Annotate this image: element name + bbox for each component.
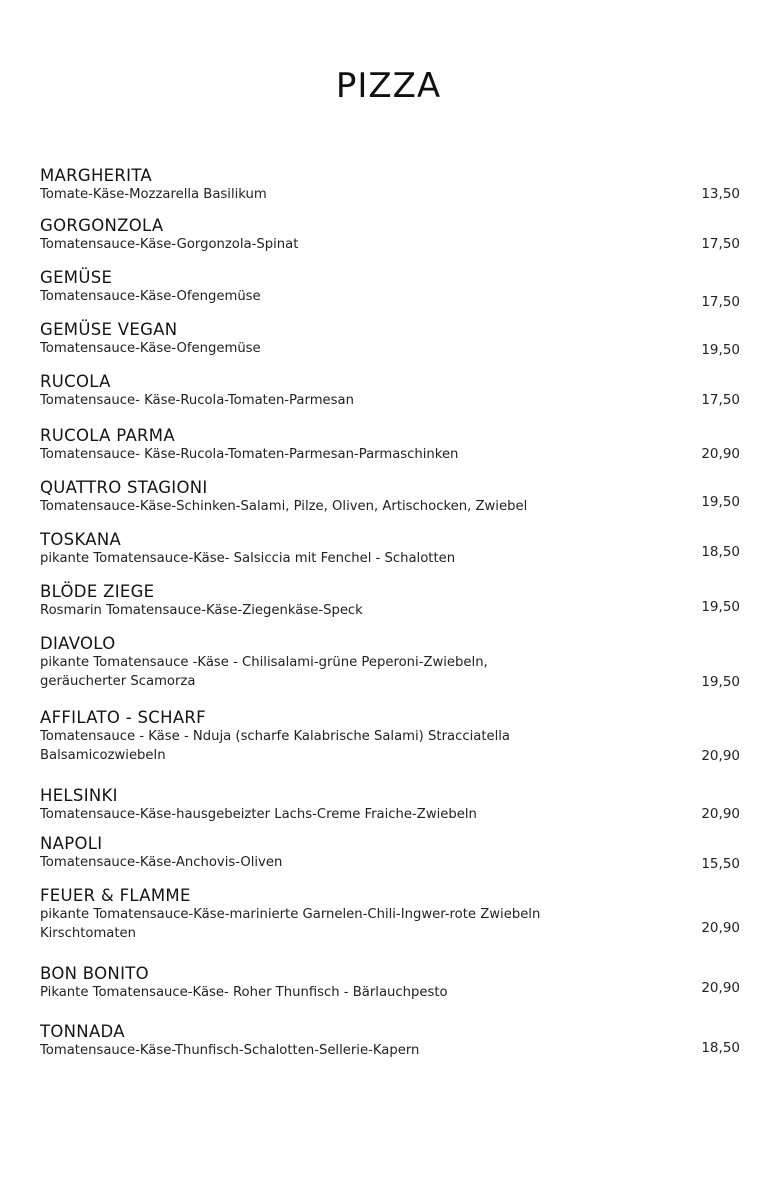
- item-price: 18,50: [701, 544, 740, 560]
- item-name: BLÖDE ZIEGE: [40, 582, 155, 601]
- item-name: GEMÜSE VEGAN: [40, 320, 178, 339]
- item-price: 17,50: [701, 236, 740, 252]
- item-name: GORGONZOLA: [40, 216, 164, 235]
- item-name: GEMÜSE: [40, 268, 113, 287]
- item-price: 15,50: [701, 856, 740, 872]
- menu-item: [40, 634, 740, 691]
- item-price: 20,90: [701, 980, 740, 996]
- item-name: RUCOLA PARMA: [40, 426, 175, 445]
- item-description: Balsamicozwiebeln: [40, 748, 166, 763]
- item-description: Tomatensauce- Käse-Rucola-Tomaten-Parmesan-Parmaschinken: [40, 447, 459, 462]
- item-description: Pikante Tomatensauce-Käse- Roher Thunfisch - Bärlauchpesto: [40, 985, 448, 1000]
- item-price: 17,50: [701, 294, 740, 310]
- item-description: Tomate-Käse-Mozzarella Basilikum: [40, 187, 267, 202]
- menu-item: [40, 964, 740, 1002]
- item-name: QUATTRO STAGIONI: [40, 478, 208, 497]
- item-description: Tomatensauce-Käse-hausgebeizter Lachs-Creme Fraiche-Zwiebeln: [40, 807, 477, 822]
- item-price: 13,50: [701, 186, 740, 202]
- menu-item: [40, 216, 740, 254]
- menu-item: [40, 426, 740, 464]
- item-name: HELSINKI: [40, 786, 118, 805]
- item-description: pikante Tomatensauce-Käse-marinierte Garnelen-Chili-Ingwer-rote Zwiebeln: [40, 907, 541, 922]
- item-description: geräucherter Scamorza: [40, 674, 196, 689]
- item-description: pikante Tomatensauce -Käse - Chilisalami-grüne Peperoni-Zwiebeln,: [40, 655, 488, 670]
- item-price: 20,90: [701, 920, 740, 936]
- item-price: 20,90: [701, 748, 740, 764]
- item-description: Tomatensauce-Käse-Gorgonzola-Spinat: [40, 237, 299, 252]
- item-name: AFFILATO - SCHARF: [40, 708, 206, 727]
- menu-item: [40, 582, 740, 620]
- item-price: 19,50: [701, 342, 740, 358]
- menu-item: [40, 268, 740, 310]
- menu-item: [40, 478, 740, 516]
- menu-item: [40, 834, 740, 872]
- item-description: Tomatensauce - Käse - Nduja (scharfe Kalabrische Salami) Stracciatella: [40, 729, 511, 744]
- item-name: TONNADA: [40, 1022, 125, 1041]
- item-description: pikante Tomatensauce-Käse- Salsiccia mit Fenchel - Schalotten: [40, 551, 456, 566]
- item-name: MARGHERITA: [40, 166, 153, 185]
- menu-item: [40, 886, 740, 943]
- menu-item: [40, 786, 740, 824]
- menu-item: [40, 166, 740, 204]
- item-price: 19,50: [701, 674, 740, 690]
- item-description: Tomatensauce-Käse-Ofengemüse: [40, 289, 261, 304]
- item-name: RUCOLA: [40, 372, 111, 391]
- item-description: Kirschtomaten: [40, 926, 137, 941]
- item-description: Tomatensauce-Käse-Schinken-Salami, Pilze, Oliven, Artischocken, Zwiebel: [40, 499, 528, 514]
- item-description: Tomatensauce-Käse-Anchovis-Oliven: [40, 855, 283, 870]
- item-price: 17,50: [701, 392, 740, 408]
- item-description: Tomatensauce- Käse-Rucola-Tomaten-Parmesan: [40, 393, 354, 408]
- menu-item: [40, 1022, 740, 1060]
- item-name: FEUER & FLAMME: [40, 886, 191, 905]
- item-price: 19,50: [701, 599, 740, 615]
- item-description: Tomatensauce-Käse-Thunfisch-Schalotten-Sellerie-Kapern: [40, 1043, 420, 1058]
- page-title: PIZZA: [335, 66, 442, 106]
- menu-item: [40, 530, 740, 568]
- menu-item: [40, 372, 740, 410]
- item-price: 20,90: [701, 446, 740, 462]
- item-name: DIAVOLO: [40, 634, 116, 653]
- menu-item: [40, 708, 740, 765]
- item-description: Tomatensauce-Käse-Ofengemüse: [40, 341, 261, 356]
- item-description: Rosmarin Tomatensauce-Käse-Ziegenkäse-Speck: [40, 603, 363, 618]
- item-price: 19,50: [701, 494, 740, 510]
- item-name: NAPOLI: [40, 834, 103, 853]
- item-price: 18,50: [701, 1040, 740, 1056]
- menu-item: [40, 320, 740, 358]
- item-name: TOSKANA: [40, 530, 122, 549]
- item-price: 20,90: [701, 806, 740, 822]
- item-name: BON BONITO: [40, 964, 149, 983]
